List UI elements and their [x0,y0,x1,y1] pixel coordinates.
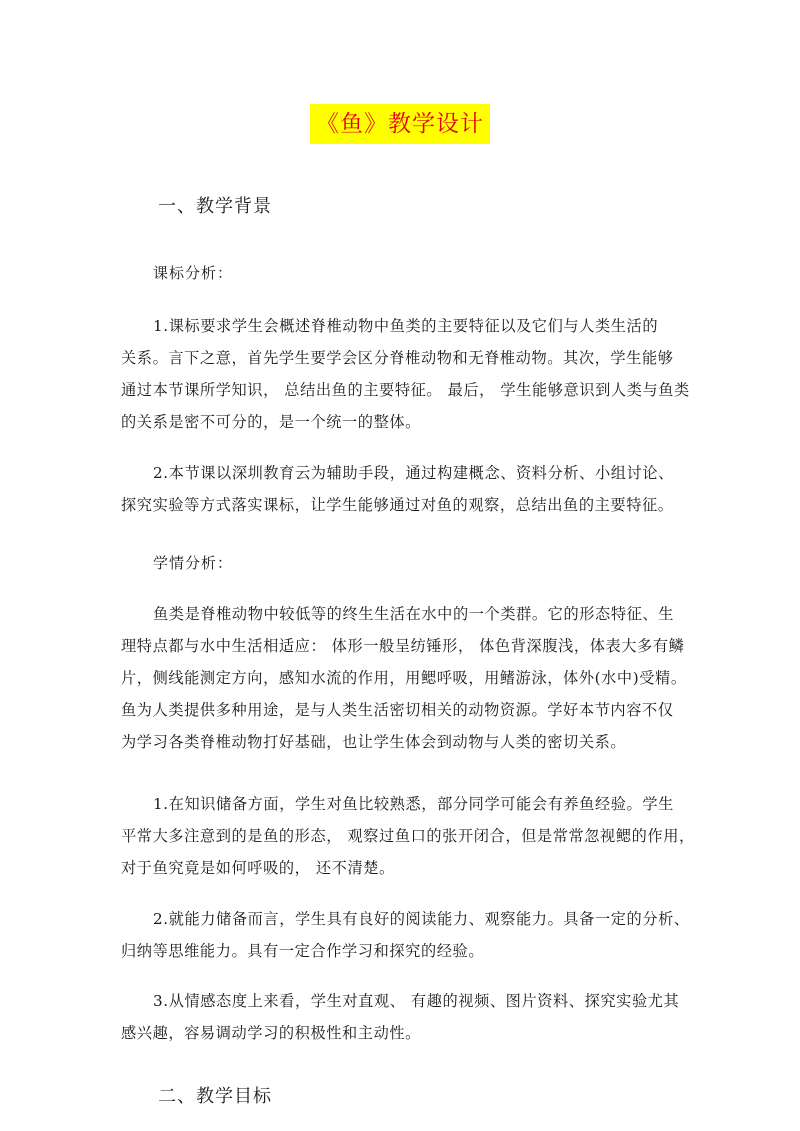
paragraph-line: 鱼类是脊椎动物中较低等的终生生活在水中的一个类群。它的形态特征、生 [153,605,674,623]
paragraph-line: 理特点都与水中生活相适应： 体形一般呈纺锤形， 体色背深腹浅，体表大多有鳞 [121,637,685,655]
paragraph-line: 关系。言下之意，首先学生要学会区分脊椎动物和无脊椎动物。其次，学生能够 [121,349,674,367]
subheading-curriculum-analysis: 课标分析： [153,264,234,282]
paragraph-line: 鱼为人类提供多种用途，是与人类生活密切相关的动物资源。学好本节内容不仅 [121,701,674,719]
title-wrap [0,104,800,144]
paragraph-knowledge [121,788,695,884]
paragraph-curriculum-1 [121,310,690,438]
subheading-student-analysis: 学情分析： [153,554,234,572]
paragraph-line: 归纳等思维能力。具有一定合作学习和探究的经验。 [121,942,485,960]
paragraph-ability [121,903,690,967]
paragraph-line: 2.本节课以深圳教育云为辅助手段，通过构建概念、资料分析、小组讨论、 [153,464,674,482]
paragraph-line: 通过本节课所学知识， 总结出鱼的主要特征。 最后， 学生能够意识到人类与鱼类 [121,381,690,399]
paragraph-line: 1.在知识储备方面，学生对鱼比较熟悉，部分同学可能会有养鱼经验。学生 [153,795,674,813]
paragraph-line: 平常大多注意到的是鱼的形态， 观察过鱼口的张开闭合，但是常常忽视鳃的作用， [121,827,695,845]
paragraph-line: 2.就能力储备而言，学生具有良好的阅读能力、观察能力。具备一定的分析、 [153,910,690,928]
paragraph-line: 1.课标要求学生会概述脊椎动物中鱼类的主要特征以及它们与人类生活的 [153,317,659,335]
paragraph-line: 的关系是密不可分的，是一个统一的整体。 [121,413,421,431]
paragraph-line: 片，侧线能测定方向，感知水流的作用，用鳃呼吸，用鳍游泳，体外(水中)受精。 [121,669,687,687]
paragraph-emotion [121,985,686,1049]
section-heading-background: 一、教学背景 [158,196,272,217]
paragraph-line: 为学习各类脊椎动物打好基础，也让学生体会到动物与人类的密切关系。 [121,733,627,751]
paragraph-line: 3.从情感态度上来看，学生对直观、 有趣的视频、图片资料、探究实验尤其 [153,992,680,1010]
paragraph-fish-description [121,598,686,758]
section-heading-objectives: 二、教学目标 [158,1086,272,1107]
document-title: 《鱼》教学设计 [310,104,490,144]
paragraph-line: 探究实验等方式落实课标，让学生能够通过对鱼的观察，总结出鱼的主要特征。 [121,496,674,514]
paragraph-line: 对于鱼究竟是如何呼吸的， 还不清楚。 [121,859,395,877]
paragraph-curriculum-2 [121,457,686,521]
paragraph-line: 感兴趣，容易调动学习的积极性和主动性。 [121,1024,421,1042]
